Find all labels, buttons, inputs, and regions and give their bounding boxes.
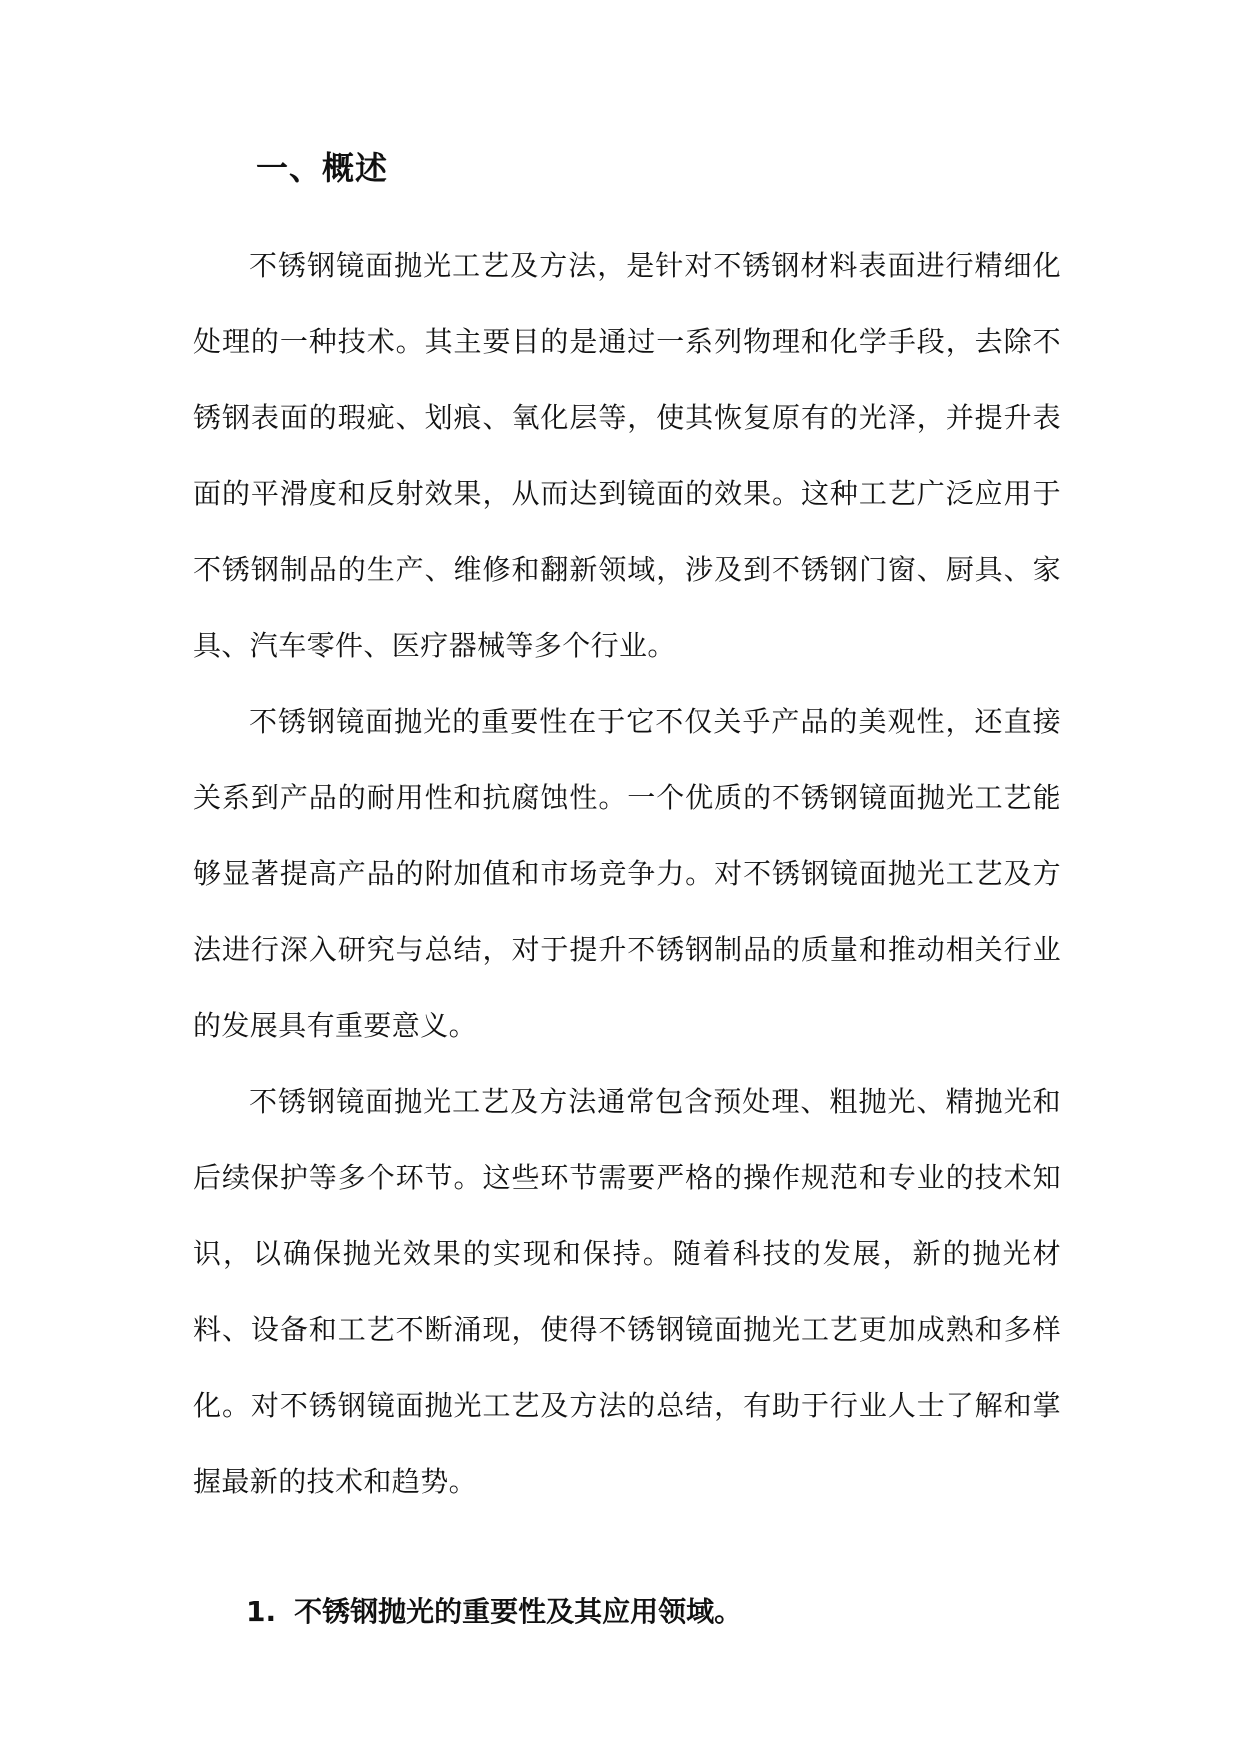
subheading-number: 1. [246,1595,277,1628]
paragraph-process: 不锈钢镜面抛光工艺及方法通常包含预处理、粗抛光、精抛光和后续保护等多个环节。这些环节需要严格的操作规范和专业的技术知识，以确保抛光效果的实现和保持。随着科技的发展，新的抛光材料、设备和工艺不断涌现，使得不锈钢镜面抛光工艺更加成熟和多样化。对不锈钢镜面抛光工艺及方法的总结，有助于行业人士了解和掌握最新的技术和趋势。 [193,1085,1061,1498]
paragraph-importance: 不锈钢镜面抛光的重要性在于它不仅关乎产品的美观性，还直接关系到产品的耐用性和抗腐蚀性。一个优质的不锈钢镜面抛光工艺能够显著提高产品的附加值和市场竞争力。对不锈钢镜面抛光工艺及方法进行深入研究与总结，对于提升不锈钢制品的质量和推动相关行业的发展具有重要意义。 [193,705,1061,1042]
subheading-text: 不锈钢抛光的重要性及其应用领域。 [294,1595,743,1628]
subheading [246,1594,742,1630]
body-text [193,228,1061,1520]
section-heading: 一、概述 [256,149,389,187]
paragraph-overview: 不锈钢镜面抛光工艺及方法，是针对不锈钢材料表面进行精细化处理的一种技术。其主要目的是通过一系列物理和化学手段，去除不锈钢表面的瑕疵、划痕、氧化层等，使其恢复原有的光泽，并提升表面的平滑度和反射效果，从而达到镜面的效果。这种工艺广泛应用于不锈钢制品的生产、维修和翻新领域，涉及到不锈钢门窗、厨具、家具、汽车零件、医疗器械等多个行业。 [193,249,1061,662]
